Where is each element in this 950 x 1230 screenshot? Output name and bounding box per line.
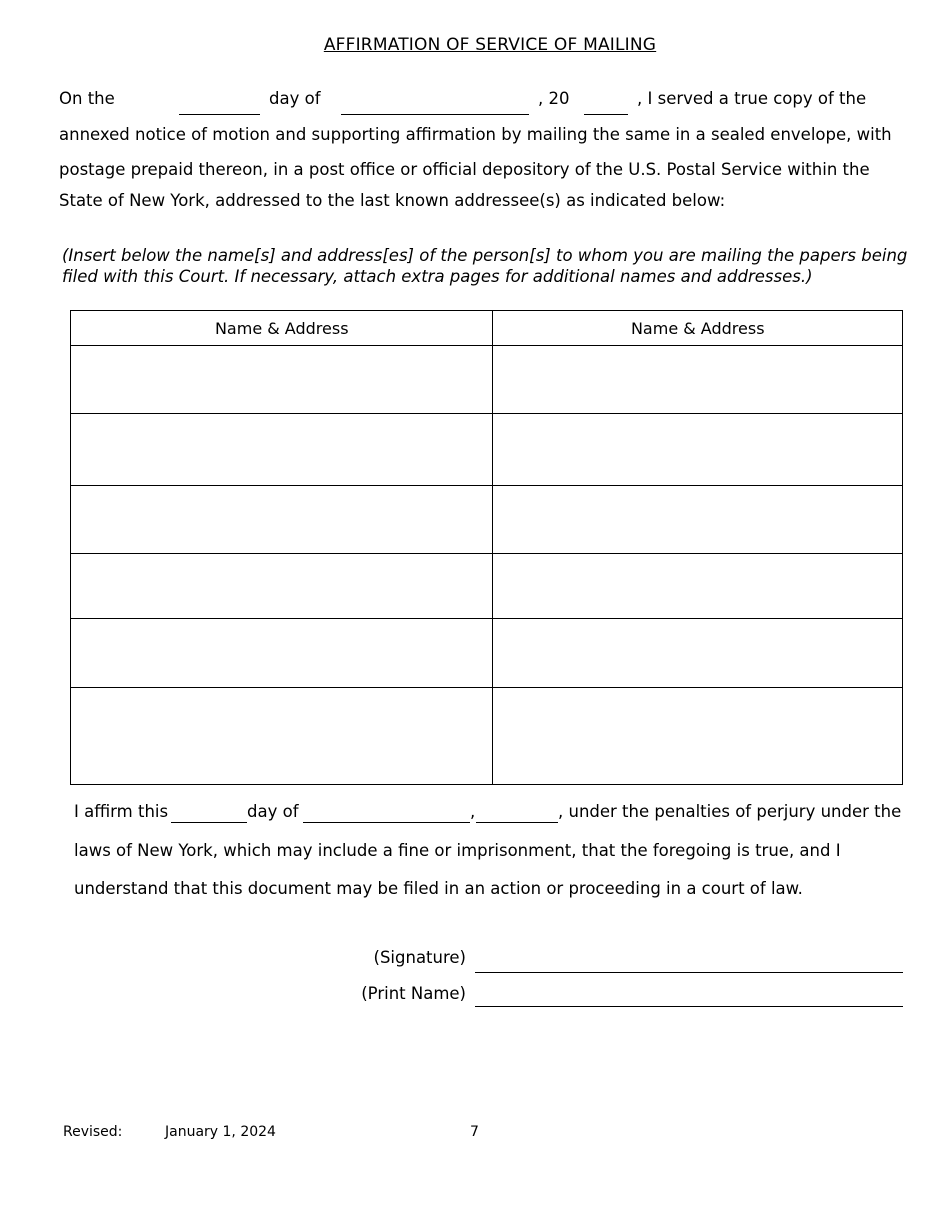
table-row — [71, 414, 903, 486]
address-cell[interactable] — [71, 554, 493, 619]
address-cell[interactable] — [71, 414, 493, 486]
table-row — [71, 688, 903, 785]
affirm-year-blank[interactable] — [476, 822, 558, 823]
service-line-3: postage prepaid thereon, in a post office or official depository of the U.S. Postal Service within the — [59, 160, 870, 179]
affirm-day-of-text: day of — [247, 802, 299, 821]
print-name-line[interactable] — [475, 1006, 903, 1007]
served-text: , I served a true copy of the — [637, 89, 867, 108]
service-line-2: annexed notice of motion and supporting affirmation by mailing the same in a sealed envelope, with — [59, 125, 892, 144]
affirm-line-3: understand that this document may be filed in an action or proceeding in a court of law. — [74, 879, 803, 898]
service-month-blank[interactable] — [341, 114, 529, 115]
table-header-row — [71, 311, 903, 346]
service-line-4: State of New York, addressed to the last known addressee(s) as indicated below: — [59, 191, 726, 210]
affirm-line-2: laws of New York, which may include a fine or imprisonment, that the foregoing is true, and I — [74, 841, 841, 860]
instructions-line-2: filed with this Court. If necessary, attach extra pages for additional names and addresses.) — [62, 267, 813, 286]
address-cell[interactable] — [71, 688, 493, 785]
column-header: Name & Address — [493, 311, 903, 346]
address-cell[interactable] — [493, 414, 903, 486]
signature-label: (Signature) — [373, 948, 466, 967]
address-cell[interactable] — [493, 346, 903, 414]
address-cell[interactable] — [493, 486, 903, 554]
affirm-comma-text: , — [470, 802, 476, 821]
page-number: 7 — [470, 1124, 479, 1140]
address-cell[interactable] — [71, 486, 493, 554]
address-cell[interactable] — [71, 619, 493, 688]
instructions-line-1: (Insert below the name[s] and address[es] of the person[s] to whom you are mailing the papers being — [62, 246, 908, 265]
address-cell[interactable] — [493, 619, 903, 688]
table-row — [71, 346, 903, 414]
on-the-text: On the — [59, 89, 115, 108]
column-header: Name & Address — [71, 311, 493, 346]
address-table — [70, 310, 903, 785]
signature-line[interactable] — [475, 972, 903, 973]
affirm-day-blank[interactable] — [171, 822, 247, 823]
i-affirm-text: I affirm this — [74, 802, 169, 821]
address-cell[interactable] — [493, 554, 903, 619]
revised-label: Revised: — [63, 1124, 123, 1140]
table-row — [71, 486, 903, 554]
address-cell[interactable] — [71, 346, 493, 414]
year-prefix-text: , 20 — [538, 89, 570, 108]
day-of-text: day of — [269, 89, 321, 108]
service-year-blank[interactable] — [584, 114, 628, 115]
print-name-label: (Print Name) — [361, 984, 466, 1003]
form-title: AFFIRMATION OF SERVICE OF MAILING — [323, 35, 657, 55]
affirm-month-blank[interactable] — [303, 822, 470, 823]
service-day-blank[interactable] — [179, 114, 260, 115]
table-row — [71, 619, 903, 688]
table-row — [71, 554, 903, 619]
revised-date: January 1, 2024 — [165, 1124, 276, 1140]
address-cell[interactable] — [493, 688, 903, 785]
penalties-text: , under the penalties of perjury under the — [558, 802, 902, 821]
